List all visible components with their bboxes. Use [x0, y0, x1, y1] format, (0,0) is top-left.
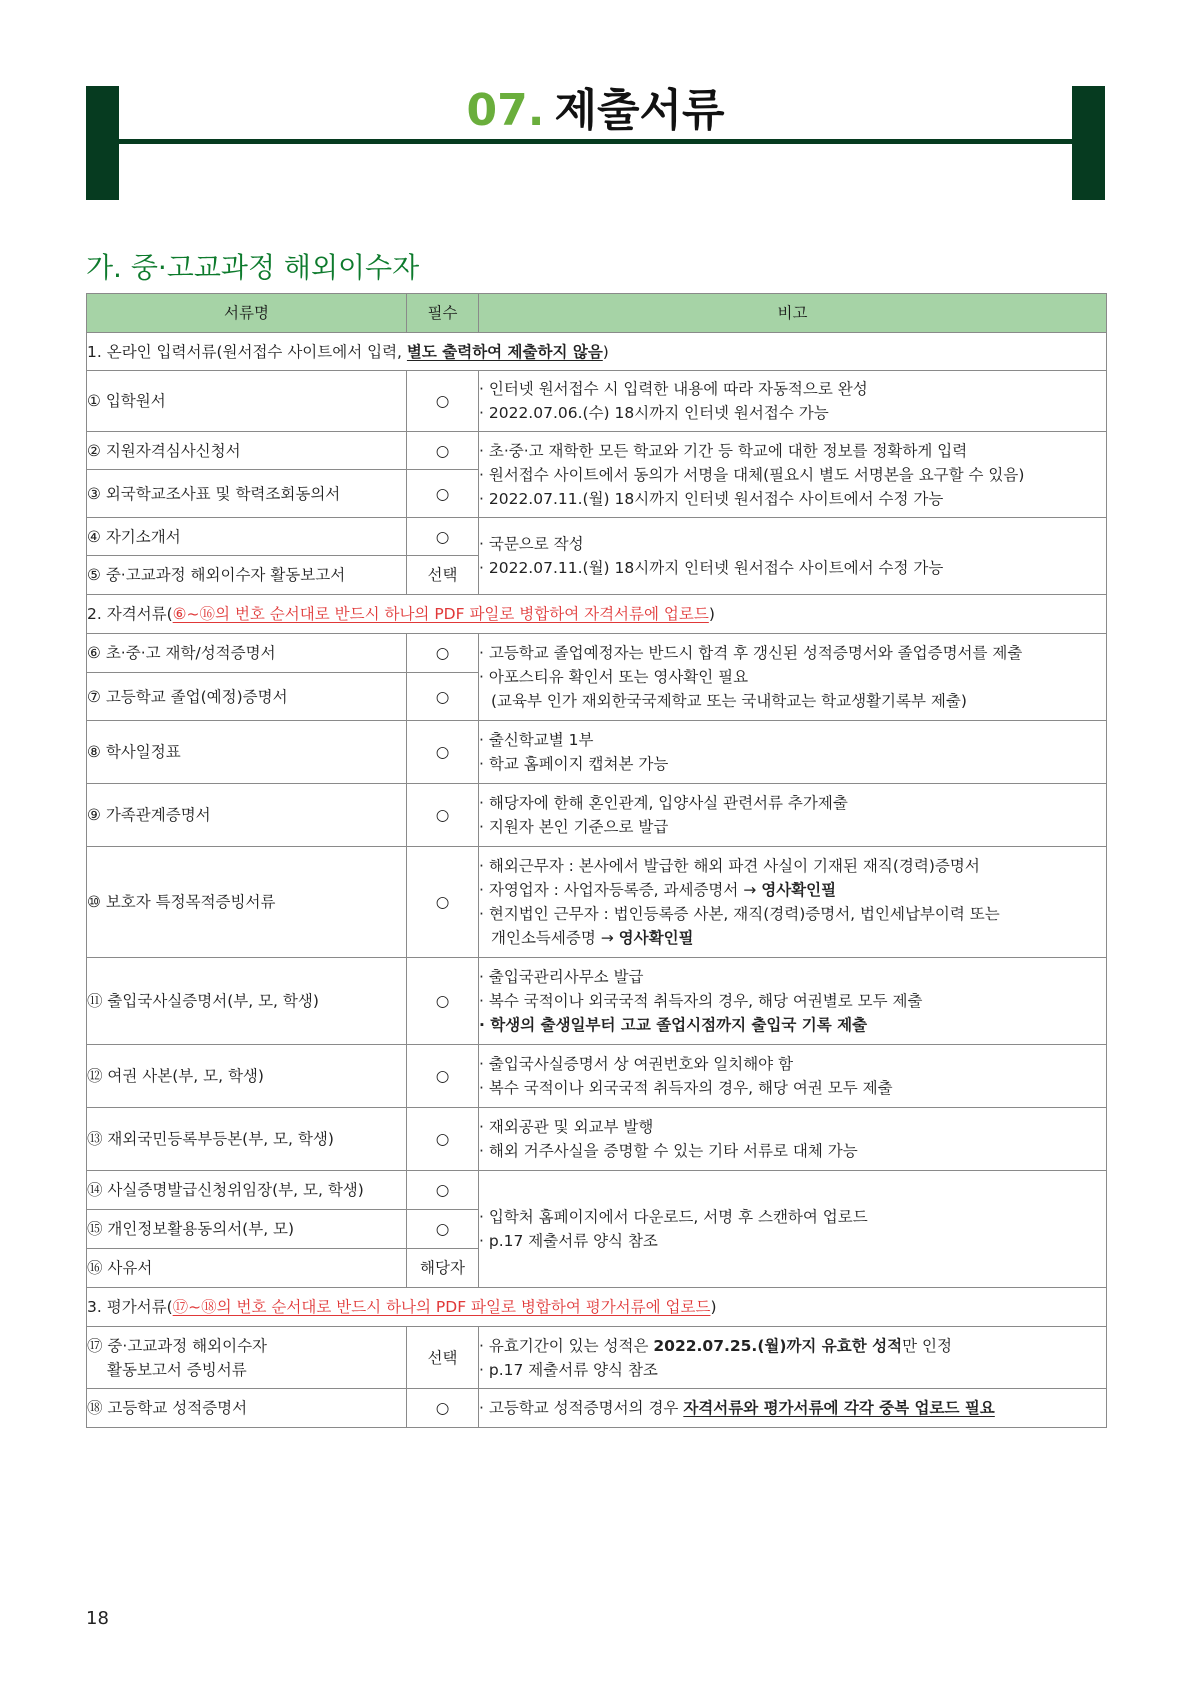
note-emphasis: 영사확인필 — [618, 929, 694, 947]
doc-name: ⑭ 사실증명발급신청위임장(부, 모, 학생) — [87, 1171, 407, 1210]
doc-note — [479, 634, 1107, 721]
doc-name: ④ 자기소개서 — [87, 518, 407, 556]
note-text: · 자영업자 : 사업자등록증, 과세증명서 → — [479, 881, 762, 899]
doc-required: ○ — [407, 721, 479, 784]
note-line: · 해외 거주사실을 증명할 수 있는 기타 서류로 대체 가능 — [479, 1142, 858, 1160]
group-label — [87, 1288, 1107, 1327]
note-text: · 고등학교 성적증명서의 경우 — [479, 1399, 684, 1417]
doc-name: ⑱ 고등학교 성적증명서 — [87, 1389, 407, 1428]
note-line: · 원서접수 사이트에서 동의가 서명을 대체(필요시 별도 서명본을 요구할 수 있음) — [479, 465, 1025, 484]
documents-table — [86, 293, 1107, 1428]
doc-required: 선택 — [407, 1327, 479, 1389]
doc-name-line: ⑰ 중·고교과정 해외이수자 — [87, 1336, 268, 1355]
note-line: · 출신학교별 1부 — [479, 731, 594, 749]
note-line: · 초·중·고 재학한 모든 학교와 기간 등 학교에 대한 정보를 정확하게 입력 — [479, 441, 968, 460]
table-row — [87, 784, 1107, 847]
note-line: · 고등학교 졸업예정자는 반드시 합격 후 갱신된 성적증명서와 졸업증명서를 제출 — [479, 644, 1023, 662]
note-emphasis: 2022.07.25.(월)까지 유효한 성적 — [653, 1336, 903, 1355]
table-row — [87, 432, 1107, 470]
note-line: · 학교 홈페이지 캡쳐본 가능 — [479, 755, 669, 773]
doc-name: ⑮ 개인정보활용동의서(부, 모) — [87, 1210, 407, 1249]
table-row — [87, 634, 1107, 673]
note-line: · 2022.07.11.(월) 18시까지 인터넷 원서접수 사이트에서 수정 가능 — [479, 489, 944, 508]
doc-name: ⑧ 학사일정표 — [87, 721, 407, 784]
note-line: · 복수 국적이나 외국국적 취득자의 경우, 해당 여권 모두 제출 — [479, 1079, 893, 1097]
doc-required: ○ — [407, 1210, 479, 1249]
note-line: · 해외근무자 : 본사에서 발급한 해외 파견 사실이 기재된 재직(경력)증명서 — [479, 857, 980, 875]
doc-required: ○ — [407, 784, 479, 847]
group-row-evaluation — [87, 1288, 1107, 1327]
doc-note — [479, 1389, 1107, 1428]
doc-required: ○ — [407, 1389, 479, 1428]
table-row — [87, 371, 1107, 432]
note-line: (교육부 인가 재외한국국제학교 또는 국내학교는 학교생활기록부 제출) — [491, 692, 967, 710]
doc-note — [479, 518, 1107, 595]
note-line: · 복수 국적이나 외국국적 취득자의 경우, 해당 여권별로 모두 제출 — [479, 992, 923, 1010]
page-number: 18 — [86, 1608, 109, 1629]
doc-name: ① 입학원서 — [87, 371, 407, 432]
group-label — [87, 595, 1107, 634]
doc-required: ○ — [407, 958, 479, 1045]
note-line: · 출입국사실증명서 상 여권번호와 일치해야 함 — [479, 1055, 794, 1073]
doc-note — [479, 432, 1107, 518]
doc-note — [479, 847, 1107, 958]
group-emphasis: ⑰~⑱의 번호 순서대로 반드시 하나의 PDF 파일로 병합하여 평가서류에 업로드 — [172, 1298, 711, 1316]
doc-note — [479, 1171, 1107, 1288]
doc-required: ○ — [407, 1171, 479, 1210]
doc-note — [479, 1327, 1107, 1389]
doc-required: ○ — [407, 847, 479, 958]
note-emphasis: 자격서류와 평가서류에 각각 중복 업로드 필요 — [683, 1399, 995, 1417]
table-row — [87, 1108, 1107, 1171]
doc-required: 선택 — [407, 556, 479, 595]
doc-required: ○ — [407, 1108, 479, 1171]
doc-required: ○ — [407, 634, 479, 673]
doc-name: ⑩ 보호자 특정목적증빙서류 — [87, 847, 407, 958]
table-row — [87, 1389, 1107, 1428]
table-row — [87, 1171, 1107, 1210]
doc-note — [479, 784, 1107, 847]
header-left-bar — [86, 86, 119, 200]
note-emphasis: 영사확인필 — [761, 881, 837, 899]
note-line: · 아포스티유 확인서 또는 영사확인 필요 — [479, 668, 749, 686]
note-text: · 유효기간이 있는 성적은 — [479, 1336, 654, 1355]
table-row — [87, 518, 1107, 556]
header-right-bar — [1072, 86, 1105, 200]
doc-name: ⑪ 출입국사실증명서(부, 모, 학생) — [87, 958, 407, 1045]
chapter-title: 제출서류 — [554, 85, 725, 136]
group-emphasis: 별도 출력하여 제출하지 않음 — [406, 342, 603, 361]
doc-name: ⑫ 여권 사본(부, 모, 학생) — [87, 1045, 407, 1108]
doc-name: ⑬ 재외국민등록부등본(부, 모, 학생) — [87, 1108, 407, 1171]
note-line — [479, 926, 1106, 950]
doc-name: ② 지원자격심사신청서 — [87, 432, 407, 470]
note-text: 개인소득세증명 → — [491, 929, 619, 947]
table-row — [87, 958, 1107, 1045]
doc-name: ⑤ 중·고교과정 해외이수자 활동보고서 — [87, 556, 407, 595]
doc-required: ○ — [407, 371, 479, 432]
table-header-row — [87, 294, 1107, 333]
doc-note — [479, 1045, 1107, 1108]
group-text-end: ) — [710, 1298, 717, 1316]
table-row — [87, 721, 1107, 784]
doc-name: ⑨ 가족관계증명서 — [87, 784, 407, 847]
note-line: · 2022.07.11.(월) 18시까지 인터넷 원서접수 사이트에서 수정 가능 — [479, 559, 944, 577]
doc-note — [479, 721, 1107, 784]
note-line: · 재외공관 및 외교부 발행 — [479, 1118, 654, 1136]
doc-name-line: 활동보고서 증빙서류 — [107, 1360, 247, 1379]
column-header-required: 필수 — [407, 294, 479, 333]
doc-note — [479, 1108, 1107, 1171]
group-text: 2. 자격서류( — [87, 605, 173, 623]
note-line: · 현지법인 근무자 : 법인등록증 사본, 재직(경력)증명서, 법인세납부이력 또는 — [479, 905, 1000, 923]
doc-required: ○ — [407, 470, 479, 518]
page-title — [119, 82, 1072, 140]
doc-required: ○ — [407, 673, 479, 721]
column-header-note: 비고 — [479, 294, 1107, 333]
doc-required: ○ — [407, 432, 479, 470]
note-line: · p.17 제출서류 양식 참조 — [479, 1232, 658, 1250]
table-row — [87, 847, 1107, 958]
table-row — [87, 1327, 1107, 1389]
doc-name: ③ 외국학교조사표 및 학력조회동의서 — [87, 470, 407, 518]
note-line: · 해당자에 한해 혼인관계, 입양사실 관련서류 추가제출 — [479, 794, 848, 812]
note-line: · 입학처 홈페이지에서 다운로드, 서명 후 스캔하여 업로드 — [479, 1208, 868, 1226]
note-text: 만 인정 — [902, 1336, 952, 1355]
doc-required: ○ — [407, 518, 479, 556]
note-line — [479, 1334, 1106, 1358]
chapter-number: 07. — [466, 85, 545, 136]
group-text-end: ) — [602, 342, 609, 361]
note-line: · 2022.07.06.(수) 18시까지 인터넷 원서접수 가능 — [479, 404, 829, 422]
table-row — [87, 1045, 1107, 1108]
doc-note — [479, 371, 1107, 432]
doc-required: 해당자 — [407, 1249, 479, 1288]
doc-name — [87, 1327, 407, 1389]
note-line — [479, 878, 1106, 902]
note-line: · 학생의 출생일부터 고교 졸업시점까지 출입국 기록 제출 — [479, 1016, 868, 1034]
group-text: 3. 평가서류( — [87, 1298, 173, 1316]
note-line: · 국문으로 작성 — [479, 535, 584, 553]
doc-name: ⑦ 고등학교 졸업(예정)증명서 — [87, 673, 407, 721]
doc-note — [479, 958, 1107, 1045]
group-emphasis: ⑥~⑯의 번호 순서대로 반드시 하나의 PDF 파일로 병합하여 자격서류에 업로드 — [172, 605, 709, 623]
doc-name: ⑥ 초·중·고 재학/성적증명서 — [87, 634, 407, 673]
column-header-name: 서류명 — [87, 294, 407, 333]
group-row-online — [87, 333, 1107, 371]
group-text: 1. 온라인 입력서류(원서접수 사이트에서 입력, — [87, 342, 407, 361]
section-title: 가. 중·고교과정 해외이수자 — [86, 251, 420, 284]
note-line: · 출입국관리사무소 발급 — [479, 968, 644, 986]
note-line: · p.17 제출서류 양식 참조 — [479, 1360, 658, 1379]
doc-required: ○ — [407, 1045, 479, 1108]
note-line: · 인터넷 원서접수 시 입력한 내용에 따라 자동적으로 완성 — [479, 380, 868, 398]
note-line: · 지원자 본인 기준으로 발급 — [479, 818, 669, 836]
group-label — [87, 333, 1107, 371]
doc-name: ⑯ 사유서 — [87, 1249, 407, 1288]
group-text-end: ) — [708, 605, 715, 623]
group-row-qualification — [87, 595, 1107, 634]
